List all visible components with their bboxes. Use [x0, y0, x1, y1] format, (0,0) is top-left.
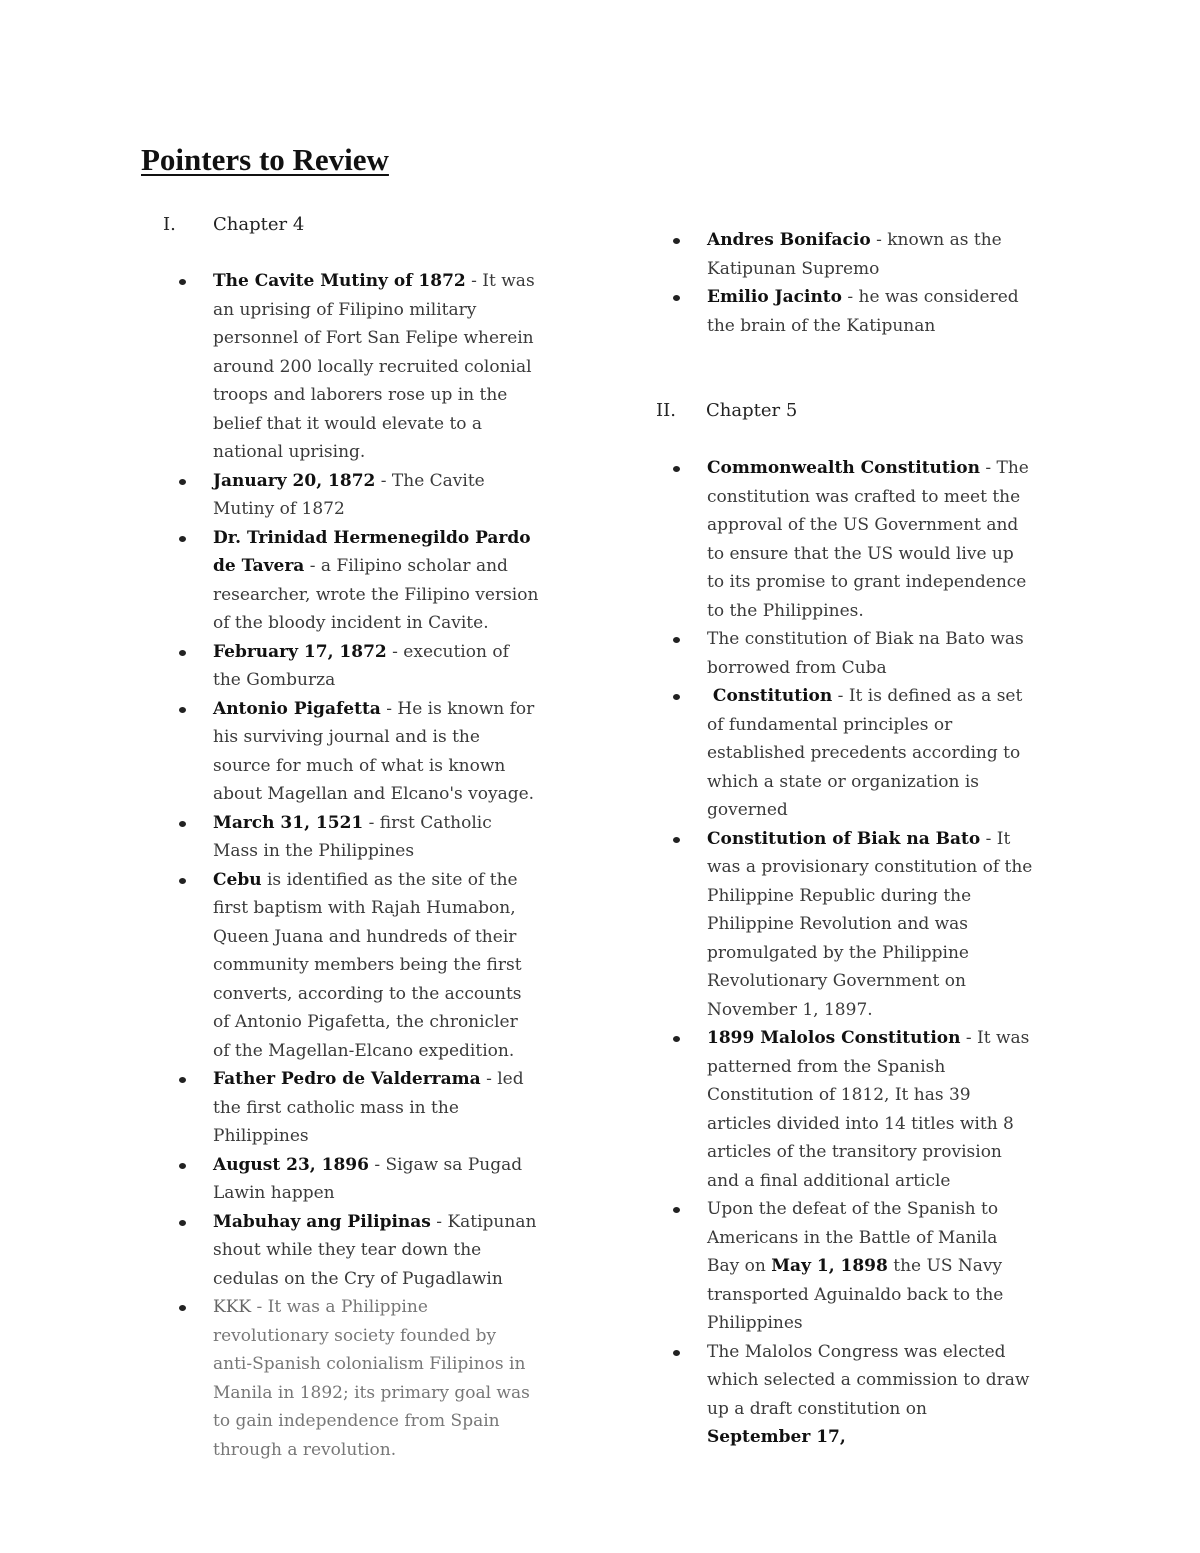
item-term: March 31, 1521 [213, 812, 364, 833]
item-text: - He is known for his surviving journal and is the source for much of what is known about Magellan and Elcano's voyage. [213, 698, 535, 804]
item-term: Cebu [213, 869, 262, 890]
bullet-icon [179, 1220, 186, 1226]
chapter-5-label: Chapter 5 [706, 400, 798, 421]
item-term: January 20, 1872 [213, 470, 376, 491]
chapter-5-numeral: II. [656, 400, 676, 421]
bullet-icon [179, 650, 186, 656]
chapter-4-continued-column [673, 226, 1033, 340]
bullet-icon [179, 1163, 186, 1169]
item-term: Constitution [707, 686, 833, 706]
item-term: September 17, [707, 1427, 846, 1447]
item-term: Mabuhay ang Pilipinas [213, 1211, 431, 1232]
chapter-4-list [179, 267, 539, 1464]
chapter-4-list-column [179, 267, 539, 1464]
bullet-icon [673, 295, 680, 301]
list-item-pigafetta [179, 695, 539, 809]
item-text: - first Catholic Mass in the Philippines [213, 812, 492, 861]
item-text: - led the first catholic mass in the Philippines [213, 1069, 524, 1146]
list-item-mabuhay [179, 1208, 539, 1294]
bullet-icon [673, 1036, 680, 1042]
bullet-icon [179, 707, 186, 713]
item-term: 1899 Malolos Constitution [707, 1028, 961, 1048]
list-item-august-23 [179, 1151, 539, 1208]
bullet-icon [673, 637, 680, 643]
item-text: The constitution of Biak na Bato was borrowed from Cuba [707, 629, 1024, 678]
item-term: August 23, 1896 [213, 1154, 369, 1175]
list-item-battle-manila-bay [673, 1195, 1033, 1338]
item-text: - The Cavite Mutiny of 1872 [213, 470, 485, 519]
item-text: - It was a Philippine revolutionary society founded by anti-Spanish colonialism Filipinos in Manila in 1892; its primary goal was to gain independence from Spain through a revolution. [213, 1297, 530, 1460]
item-term: Father Pedro de Valderrama [213, 1069, 481, 1089]
chapter-5-heading [656, 397, 797, 425]
item-text: - known as the Katipunan Supremo [707, 230, 1002, 279]
list-item-kkk [179, 1293, 539, 1464]
item-text: - execution of the Gomburza [213, 641, 509, 690]
list-item-cavite-mutiny [179, 267, 539, 467]
item-text: - a Filipino scholar and researcher, wrote the Filipino version of the bloody incident in Cavite. [213, 556, 539, 633]
item-text: - It was an uprising of Filipino military personnel of Fort San Felipe wherein around 200 locally recruited colonial troops and laborers rose up in the belief that it would elevate to a national uprising. [213, 271, 535, 462]
chapter-4-heading [163, 211, 304, 239]
item-term: KKK [213, 1297, 252, 1317]
list-item-february-17 [179, 638, 539, 695]
chapter-4-label: Chapter 4 [213, 214, 305, 235]
list-item-valderrama [179, 1065, 539, 1151]
bullet-icon [179, 1077, 186, 1083]
bullet-icon [673, 238, 680, 244]
item-text: - It is defined as a set of fundamental principles or established precedents according to which a state or organization is governed [707, 686, 1023, 820]
bullet-icon [673, 694, 680, 700]
bullet-icon [179, 279, 186, 285]
item-text: - he was considered the brain of the Katipunan [707, 287, 1019, 336]
list-item-malolos-constitution [673, 1024, 1033, 1195]
item-text: - It was patterned from the Spanish Constitution of 1812, It has 39 articles divided into 14 titles with 8 articles of the transitory provision and a final additional article [707, 1028, 1030, 1191]
list-item-constitution [673, 682, 1033, 825]
bullet-icon [179, 536, 186, 542]
item-pre-text: The Malolos Congress was elected which selected a commission to draw up a draft constitution on [707, 1341, 1030, 1419]
list-item-malolos-congress [673, 1338, 1033, 1452]
item-term: February 17, 1872 [213, 641, 387, 662]
list-item-pardo-de-tavera [179, 524, 539, 638]
page-title: Pointers to Review [141, 142, 389, 177]
list-item-cebu [179, 866, 539, 1066]
item-term: Emilio Jacinto [707, 287, 842, 307]
list-item-commonwealth [673, 454, 1033, 625]
item-term: May 1, 1898 [771, 1256, 888, 1276]
bullet-icon [673, 837, 680, 843]
item-pre-text: Upon the defeat of the Spanish to Americans in the Battle of Manila Bay on [707, 1199, 999, 1276]
item-text: - Sigaw sa Pugad Lawin happen [213, 1154, 523, 1203]
bullet-icon [673, 1350, 680, 1356]
item-term: Constitution of Biak na Bato [707, 828, 981, 849]
bullet-icon [179, 479, 186, 485]
item-term: Dr. Trinidad Hermenegildo Pardo de Tavera [213, 527, 531, 576]
bullet-icon [179, 821, 186, 827]
list-item-march-31 [179, 809, 539, 866]
item-text: is identified as the site of the first baptism with Rajah Humabon, Queen Juana and hundreds of their community members being the first converts, according to the accounts of Antonio Pigafetta, the chronicler of the Magellan-Elcano expedition. [213, 869, 522, 1061]
item-term: The Cavite Mutiny of 1872 [213, 271, 466, 291]
chapter-5-list [673, 454, 1033, 1452]
item-term: Antonio Pigafetta [213, 698, 381, 719]
list-item-bonifacio [673, 226, 1033, 283]
bullet-icon [179, 878, 186, 884]
item-text: - It was a provisionary constitution of the Philippine Republic during the Philippine Revolution and was promulgated by the Philippine Revolutionary Government on November 1, 1897. [707, 828, 1033, 1020]
list-item-january-20 [179, 467, 539, 524]
bullet-icon [179, 1305, 186, 1311]
chapter-5-list-column [673, 454, 1033, 1452]
chapter-4-continued-list [673, 226, 1033, 340]
item-term: Andres Bonifacio [707, 230, 871, 250]
item-text: the US Navy transported Aguinaldo back to the Philippines [707, 1256, 1004, 1333]
chapter-4-numeral: I. [163, 214, 176, 235]
bullet-icon [673, 466, 680, 472]
item-text: - The constitution was crafted to meet the approval of the US Government and to ensure that the US would live up to its promise to grant independence to the Philippines. [707, 458, 1029, 621]
list-item-biak-na-bato-cuba [673, 625, 1033, 682]
item-term: Commonwealth Constitution [707, 458, 980, 478]
list-item-biak-na-bato [673, 825, 1033, 1025]
list-item-jacinto [673, 283, 1033, 340]
bullet-icon [673, 1207, 680, 1213]
item-text: - Katipunan shout while they tear down the cedulas on the Cry of Pugadlawin [213, 1211, 537, 1289]
